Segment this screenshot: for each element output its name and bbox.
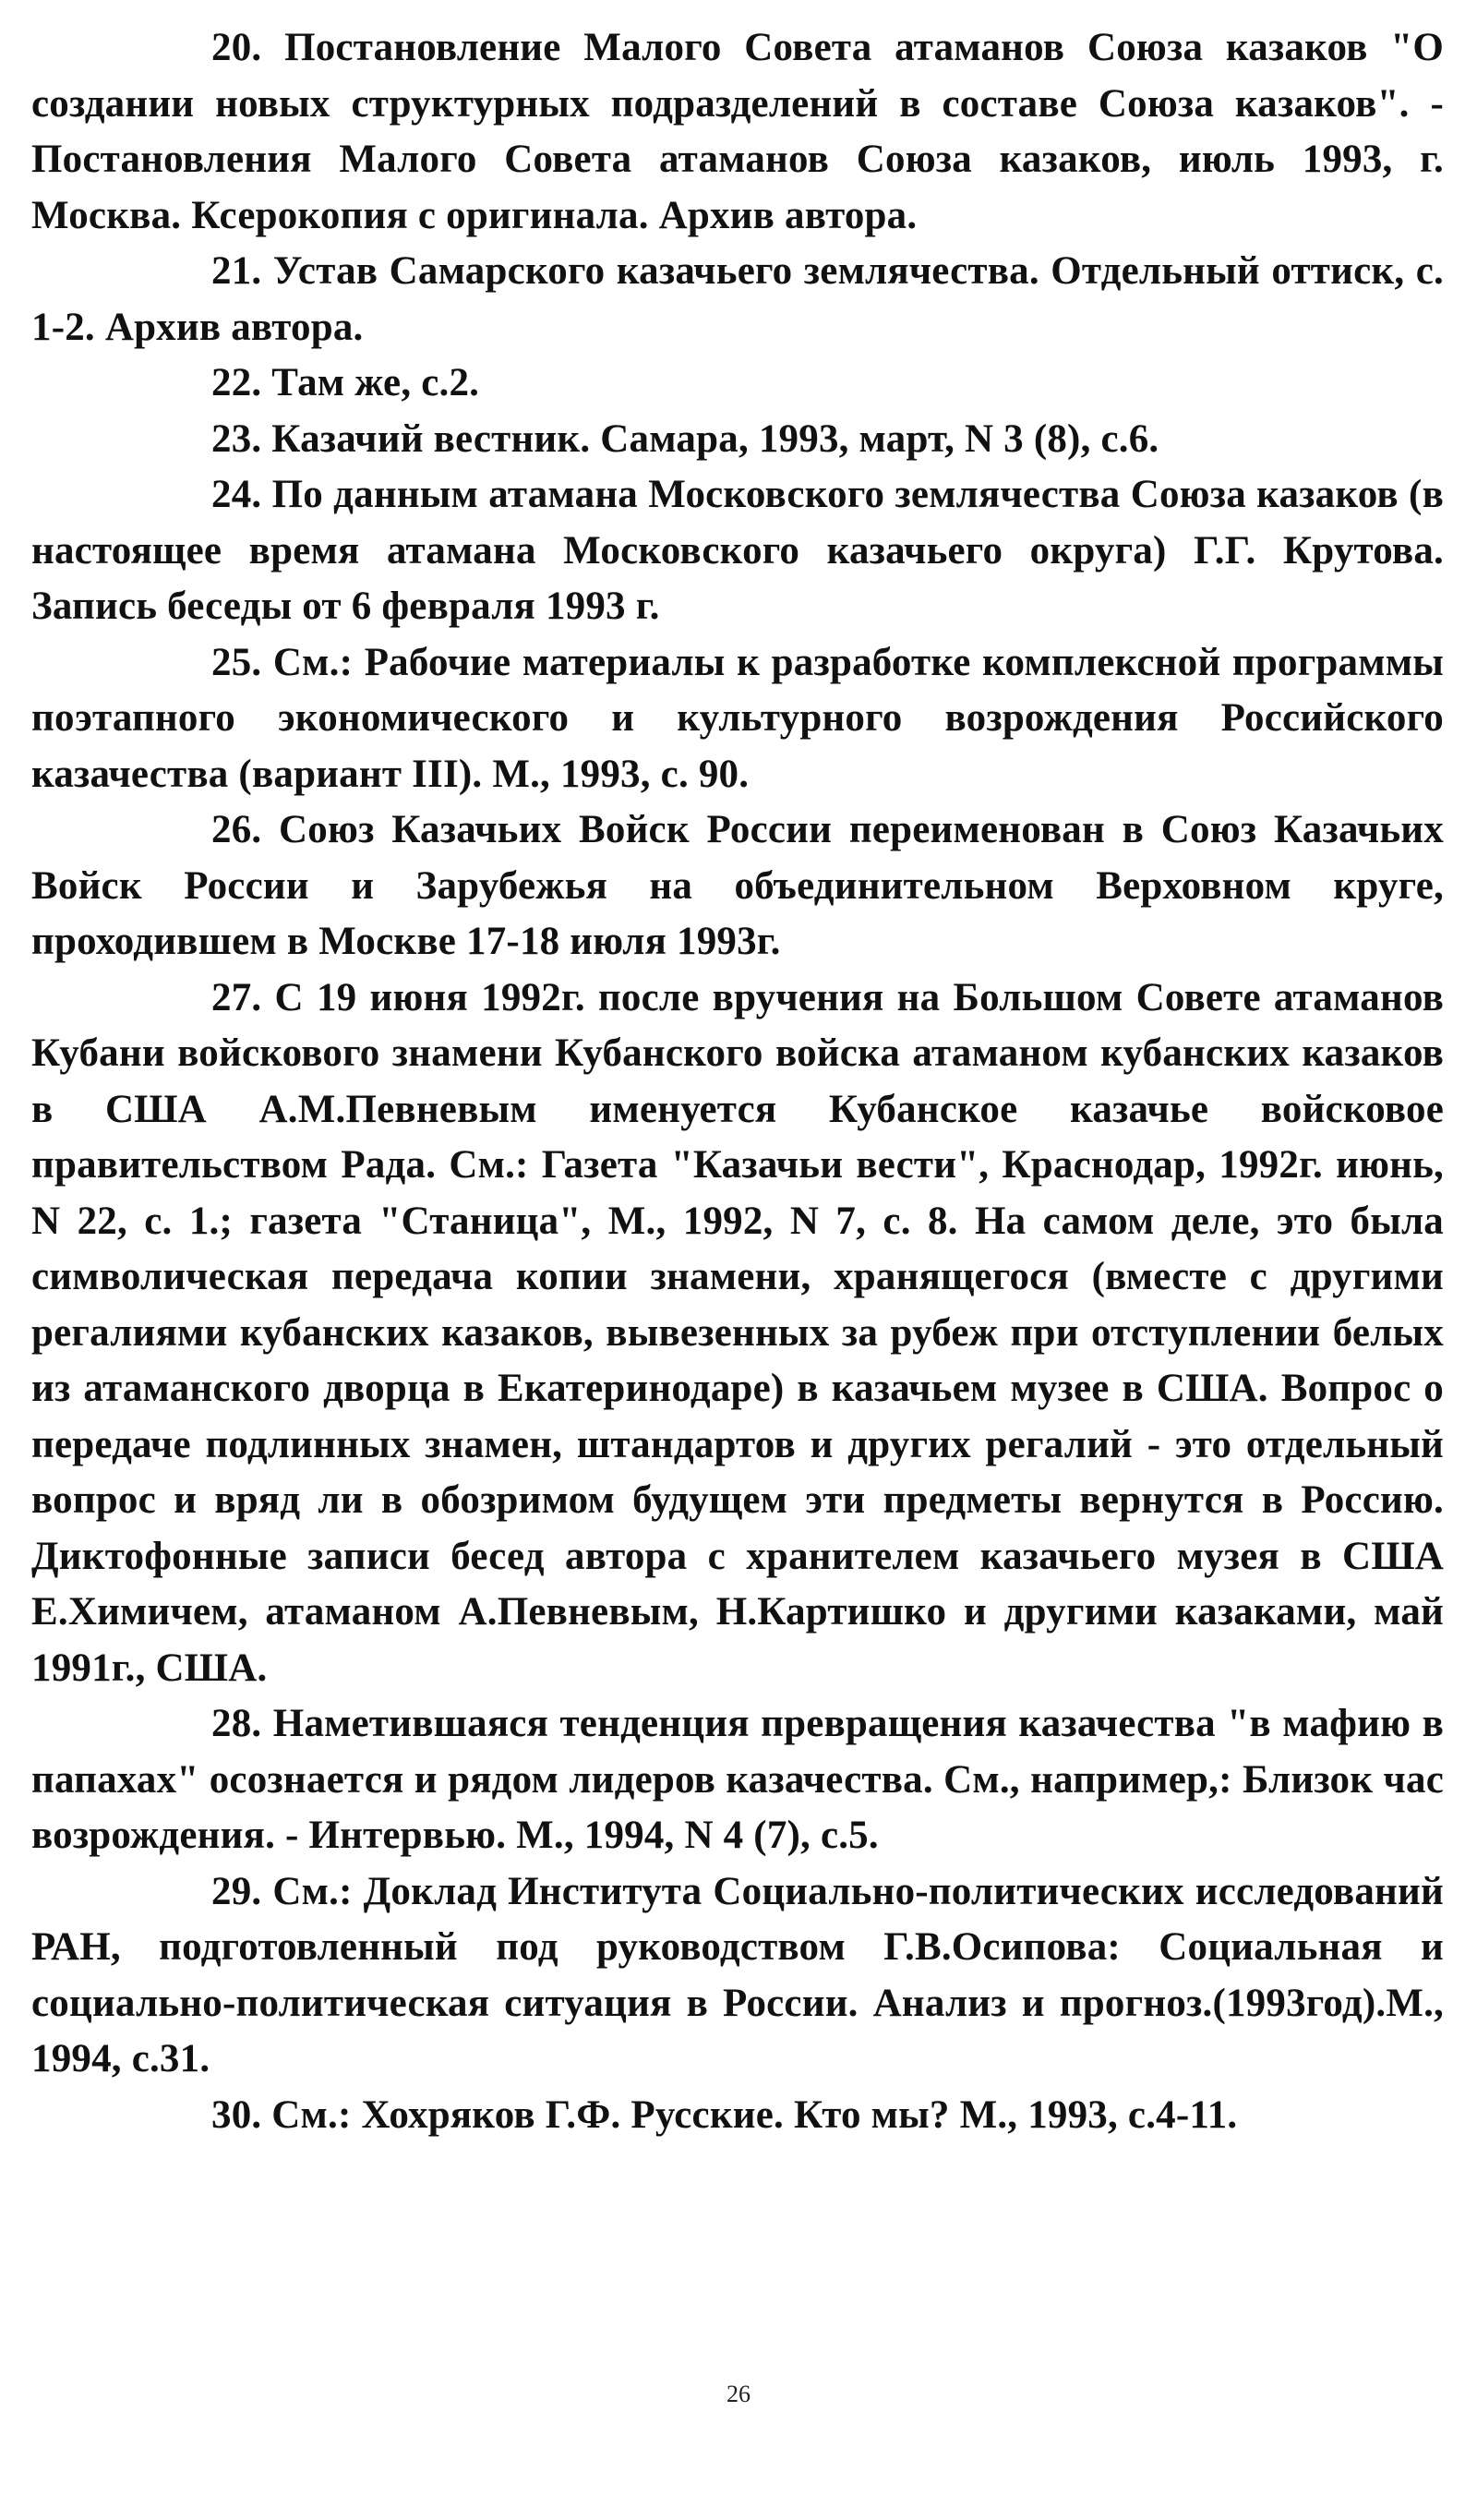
footnote-20: 20. Постановление Малого Совета атаманов Союза казаков "О создании новых структурных подразделений в составе Союза казаков". - Постановления Малого Совета атаманов Союза казаков, июль 1993, г. Москва. Ксерокопия с оригинала. Архив автора. xyxy=(31,26,1444,237)
footnote-24: 24. По данным атамана Московского землячества Союза казаков (в настоящее время атамана Московского казачьего округа) Г.Г. Крутова. Запись беседы от 6 февраля 1993 г. xyxy=(31,473,1444,628)
footnote-30: 30. См.: Хохряков Г.Ф. Русские. Кто мы? М., 1993, с.4-11. xyxy=(211,2092,1238,2137)
footnote-23: 23. Казачий вестник. Самара, 1993, март, N 3 (8), с.6. xyxy=(211,416,1159,461)
footnote-27: 27. С 19 июня 1992г. после вручения на Большом Совете атаманов Кубани войскового знамени Кубанского войска атаманом кубанских казаков в США А.М.Певневым именуется Кубанское казачье войсковое правительством Рада. См.: Газета "Казачьи вести", Краснодар, 1992г. июнь, N 22, с. 1.; газета "Станица", М., 1992, N 7, с. 8. На самом деле, это была символическая передача копии знамени, хранящегося (вместе с другими регалиями кубанских казаков, вывезенных за рубеж при отступлении белых из атаманского дворца в Екатеринодаре) в казачьем музее в США. Вопрос о передаче подлинных знамен, штандартов и других регалий - это отдельный вопрос и вряд ли в обозримом будущем эти предметы вернутся в Россию. Диктофонные записи бесед автора с хранителем казачьего музея в США Е.Химичем, атаманом А.Певневым, Н.Картишко и другими казаками, май 1991г., США. xyxy=(31,975,1444,1690)
footnote-21: 21. Устав Самарского казачьего землячества. Отдельный оттиск, с. 1-2. Архив автора. xyxy=(31,249,1444,349)
footnote-28: 28. Наметившаяся тенденция превращения казачества "в мафию в папахах" осознается и рядом лидеров казачества. См., например,: Близок час возрождения. - Интервью. М., 1994, N 4 (7), с.5. xyxy=(31,1702,1444,1857)
footnote-29: 29. См.: Доклад Института Социально-политических исследований РАН, подготовленный под руководством Г.В.Осипова: Социальная и социально-политическая ситуация в России. Анализ и прогноз.(1993год).М., 1994, с.31. xyxy=(31,1869,1444,2080)
footnote-22: 22. Там же, с.2. xyxy=(211,361,480,404)
page-number: 26 xyxy=(726,2381,751,2407)
footnotes-page xyxy=(31,20,1444,2143)
footnote-26: 26. Союз Казачьих Войск России переименован в Союз Казачьих Войск России и Зарубежья на объединительном Верховном круге, проходившем в Москве 17-18 июля 1993г. xyxy=(31,808,1444,963)
footnote-25: 25. См.: Рабочие материалы к разработке комплексной программы поэтапного экономического и культурного возрождения Российского казачества (вариант III). М., 1993, с. 90. xyxy=(31,640,1444,796)
